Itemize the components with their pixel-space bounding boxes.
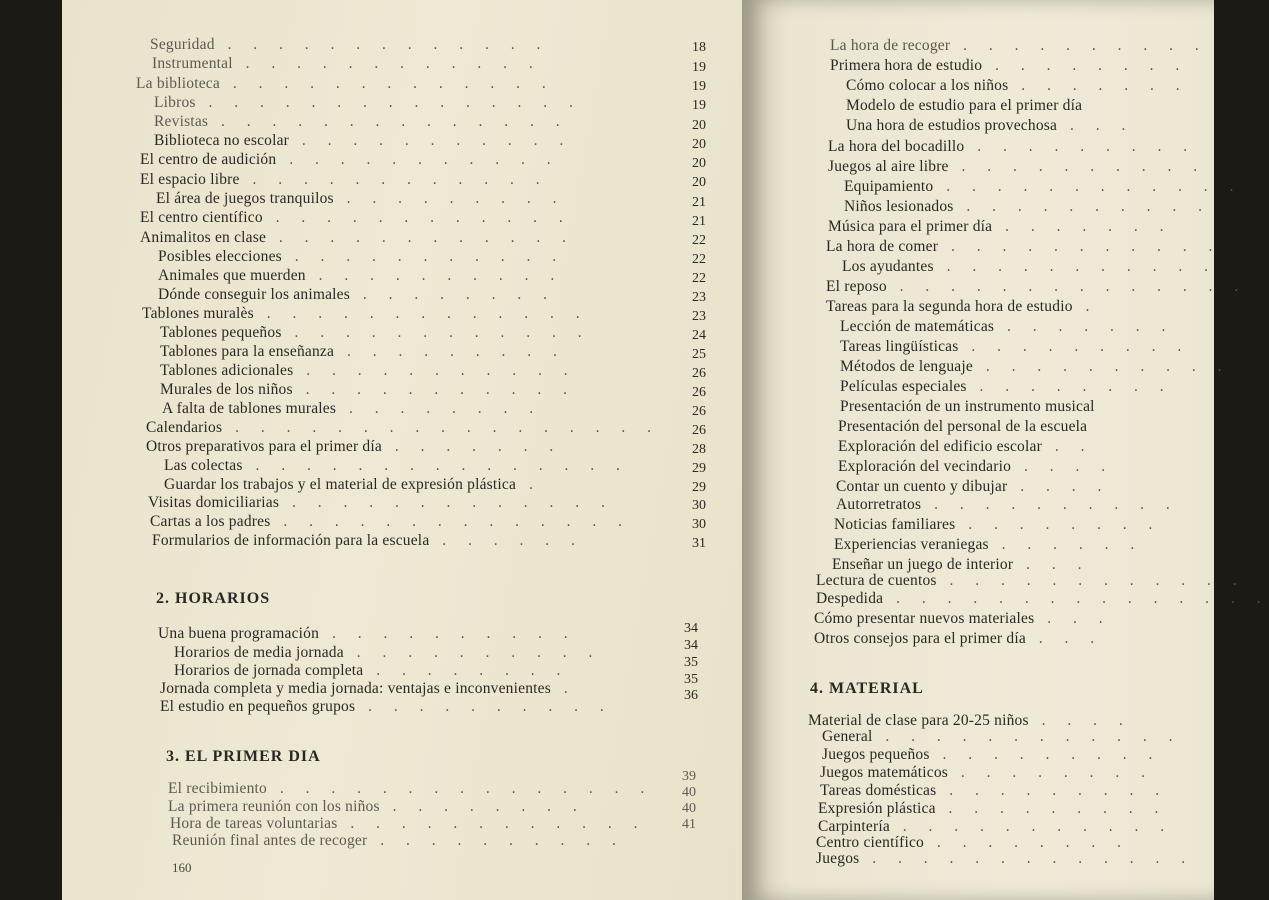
toc-entry: Material de clase para 20-25 niños . . . . <box>808 712 1132 729</box>
toc-entry: Tablones pequeños . . . . . . . . . . . . <box>160 324 591 341</box>
toc-entry: Tareas lingüísticas . . . . . . . . . <box>840 338 1191 355</box>
toc-entry: Los ayudantes . . . . . . . . . . . <box>842 258 1217 275</box>
toc-entry: Formularios de información para la escuela . . . . . . <box>152 532 584 549</box>
toc-entry: Juegos . . . . . . . . . . . . . <box>816 850 1195 867</box>
toc-page-number: 29 <box>692 480 706 495</box>
toc-entry: Cartas a los padres . . . . . . . . . . . . . . <box>150 513 631 530</box>
toc-page-number: 40 <box>682 785 696 800</box>
toc-entry: Equipamiento . . . . . . . . . . . . <box>844 178 1243 195</box>
toc-page-number: 30 <box>692 517 706 532</box>
toc-entry: Instrumental . . . . . . . . . . . . <box>152 55 542 72</box>
page-number: 160 <box>172 860 192 875</box>
toc-entry: Posibles elecciones . . . . . . . . . . . <box>158 248 566 265</box>
toc-entry: Una hora de estudios provechosa . . . <box>846 117 1135 134</box>
toc-page-number: 36 <box>684 688 698 703</box>
toc-entry: Tablones para la enseñanza . . . . . . . . . <box>160 343 566 360</box>
toc-entry: El reposo . . . . . . . . . . . . . . <box>826 278 1248 295</box>
toc-entry: La hora de comer . . . . . . . . . . . <box>826 238 1222 255</box>
toc-entry: Exploración del edificio escolar . . <box>838 438 1094 455</box>
toc-entry: Jornada completa y media jornada: ventajas e inconvenientes . <box>160 680 577 697</box>
toc-entry: Primera hora de estudio . . . . . . . . <box>830 57 1189 74</box>
toc-entry: El estudio en pequeños grupos . . . . . . . . . . <box>160 698 613 715</box>
toc-page-number: 34 <box>684 621 698 636</box>
toc-entry: Lectura de cuentos . . . . . . . . . . . . <box>816 572 1246 589</box>
toc-entry: Cómo colocar a los niños . . . . . . . <box>846 77 1189 94</box>
toc-entry: Animales que muerden . . . . . . . . . . <box>158 267 564 284</box>
toc-page-number: 24 <box>692 328 706 343</box>
toc-entry: Animalitos en clase . . . . . . . . . . . . <box>140 229 576 246</box>
section-heading: 4. MATERIAL <box>810 680 924 697</box>
toc-page-number: 20 <box>692 137 706 152</box>
toc-entry: La hora de recoger . . . . . . . . . . <box>830 37 1208 54</box>
toc-entry: Películas especiales . . . . . . . . <box>840 378 1173 395</box>
toc-entry: Guardar los trabajos y el material de expresión plástica . <box>164 476 542 493</box>
toc-entry: Enseñar un juego de interior . . . <box>832 556 1091 573</box>
section-heading: 3. EL PRIMER DIA <box>166 748 321 765</box>
toc-entry: Horarios de media jornada . . . . . . . . . . <box>174 644 602 661</box>
toc-entry: Modelo de estudio para el primer día <box>846 97 1083 114</box>
toc-entry: A falta de tablones murales . . . . . . . . <box>162 400 543 417</box>
toc-page-number: 39 <box>682 769 696 784</box>
toc-page-number: 35 <box>684 672 698 687</box>
toc-page-number: 26 <box>692 366 706 381</box>
toc-entry: La hora del bocadillo . . . . . . . . . <box>828 138 1197 155</box>
toc-entry: El centro científico . . . . . . . . . . . . <box>140 209 572 226</box>
toc-page-number: 30 <box>692 498 706 513</box>
section-heading: 2. HORARIOS <box>156 590 271 607</box>
toc-page-number: 19 <box>692 60 706 75</box>
toc-entry: Horarios de jornada completa . . . . . . . . <box>174 662 570 679</box>
toc-entry: Juegos al aire libre . . . . . . . . . . <box>828 158 1207 175</box>
toc-entry: Autorretratos . . . . . . . . . . <box>836 496 1179 513</box>
toc-page-number: 21 <box>692 214 706 229</box>
toc-entry: Noticias familiares . . . . . . . . <box>834 516 1162 533</box>
toc-entry: Lección de matemáticas . . . . . . . <box>840 318 1175 335</box>
right-page <box>744 0 1269 900</box>
toc-entry: Contar un cuento y dibujar . . . . <box>836 478 1111 495</box>
toc-entry: Revistas . . . . . . . . . . . . . . <box>154 113 569 130</box>
toc-page-number: 19 <box>692 98 706 113</box>
toc-page-number: 31 <box>692 536 706 551</box>
toc-page-number: 20 <box>692 156 706 171</box>
toc-entry: General . . . . . . . . . . . . <box>822 728 1182 745</box>
toc-entry: Música para el primer día . . . . . . . <box>828 218 1173 235</box>
toc-entry: Exploración del vecindario . . . . <box>838 458 1115 475</box>
toc-page-number: 20 <box>692 118 706 133</box>
toc-page-number: 25 <box>692 347 706 362</box>
toc-page-number: 35 <box>684 655 698 670</box>
toc-entry: Niños lesionados . . . . . . . . . . <box>844 198 1212 215</box>
toc-page-number: 21 <box>692 195 706 210</box>
toc-entry: Despedida . . . . . . . . . . . . . . . <box>816 590 1269 607</box>
toc-page-number: 19 <box>692 79 706 94</box>
toc-entry: Juegos matemáticos . . . . . . . . <box>820 764 1155 781</box>
toc-entry: Calendarios . . . . . . . . . . . . . . . . . <box>146 419 660 436</box>
toc-entry: Biblioteca no escolar . . . . . . . . . . . <box>154 132 573 149</box>
left-page <box>62 0 766 900</box>
toc-entry: Hora de tareas voluntarias . . . . . . . . . . . . <box>170 815 647 832</box>
toc-entry: Tareas para la segunda hora de estudio . <box>826 298 1099 315</box>
toc-entry: La biblioteca . . . . . . . . . . . . . <box>136 75 555 92</box>
toc-entry: Las colectas . . . . . . . . . . . . . . . <box>164 457 629 474</box>
toc-entry: Una buena programación . . . . . . . . . . <box>158 625 577 642</box>
toc-entry: Centro científico . . . . . . . . <box>816 834 1130 851</box>
toc-entry: Murales de los niños . . . . . . . . . . . <box>160 381 576 398</box>
toc-entry: Tablones muralès . . . . . . . . . . . . . <box>142 305 589 322</box>
toc-entry: Experiencias veraniegas . . . . . . <box>834 536 1144 553</box>
toc-entry: El área de juegos tranquilos . . . . . . . . . <box>156 190 566 207</box>
toc-page-number: 26 <box>692 423 706 438</box>
toc-entry: Carpintería . . . . . . . . . . . <box>818 818 1174 835</box>
toc-page-number: 23 <box>692 290 706 305</box>
toc-entry: Tablones adicionales . . . . . . . . . . . <box>160 362 577 379</box>
toc-page-number: 22 <box>692 233 706 248</box>
toc-page-number: 18 <box>692 40 706 55</box>
toc-page-number: 29 <box>692 461 706 476</box>
toc-entry: El espacio libre . . . . . . . . . . . . <box>140 171 549 188</box>
toc-entry: Libros . . . . . . . . . . . . . . . <box>154 94 582 111</box>
toc-entry: El centro de audición . . . . . . . . . . . <box>140 151 560 168</box>
toc-entry: Juegos pequeños . . . . . . . . . <box>822 746 1162 763</box>
right-toc <box>744 0 1269 900</box>
toc-entry: Otros consejos para el primer día . . . <box>814 630 1104 647</box>
toc-entry: Tareas domésticas . . . . . . . . . <box>820 782 1169 799</box>
toc-page-number: 26 <box>692 385 706 400</box>
toc-entry: Reunión final antes de recoger . . . . . . . . . . <box>172 832 625 849</box>
toc-page-number: 40 <box>682 801 696 816</box>
toc-page-number: 34 <box>684 638 698 653</box>
toc-entry: Expresión plástica . . . . . . . . . <box>818 800 1168 817</box>
toc-page-number: 26 <box>692 404 706 419</box>
toc-entry: Dónde conseguir los animales . . . . . . . . <box>158 286 556 303</box>
left-toc <box>62 0 766 900</box>
toc-entry: Otros preparativos para el primer día . . . . . . . <box>146 438 563 455</box>
toc-entry: Seguridad . . . . . . . . . . . . . <box>150 36 550 53</box>
toc-entry: Cómo presentar nuevos materiales . . . <box>814 610 1112 627</box>
toc-entry: Presentación del personal de la escuela <box>838 418 1088 435</box>
toc-page-number: 41 <box>682 817 696 832</box>
toc-page-number: 22 <box>692 252 706 267</box>
toc-page-number: 23 <box>692 309 706 324</box>
toc-entry: Presentación de un instrumento musical <box>840 398 1095 415</box>
toc-entry: Métodos de lenguaje . . . . . . . . . . <box>840 358 1231 375</box>
toc-entry: La primera reunión con los niños . . . . . . . . <box>168 798 586 815</box>
toc-page-number: 20 <box>692 175 706 190</box>
toc-entry: Visitas domiciliarias . . . . . . . . . . . . . <box>148 494 614 511</box>
toc-page-number: 28 <box>692 442 706 457</box>
toc-entry: El recibimiento . . . . . . . . . . . . . . . <box>168 780 654 797</box>
toc-page-number: 22 <box>692 271 706 286</box>
